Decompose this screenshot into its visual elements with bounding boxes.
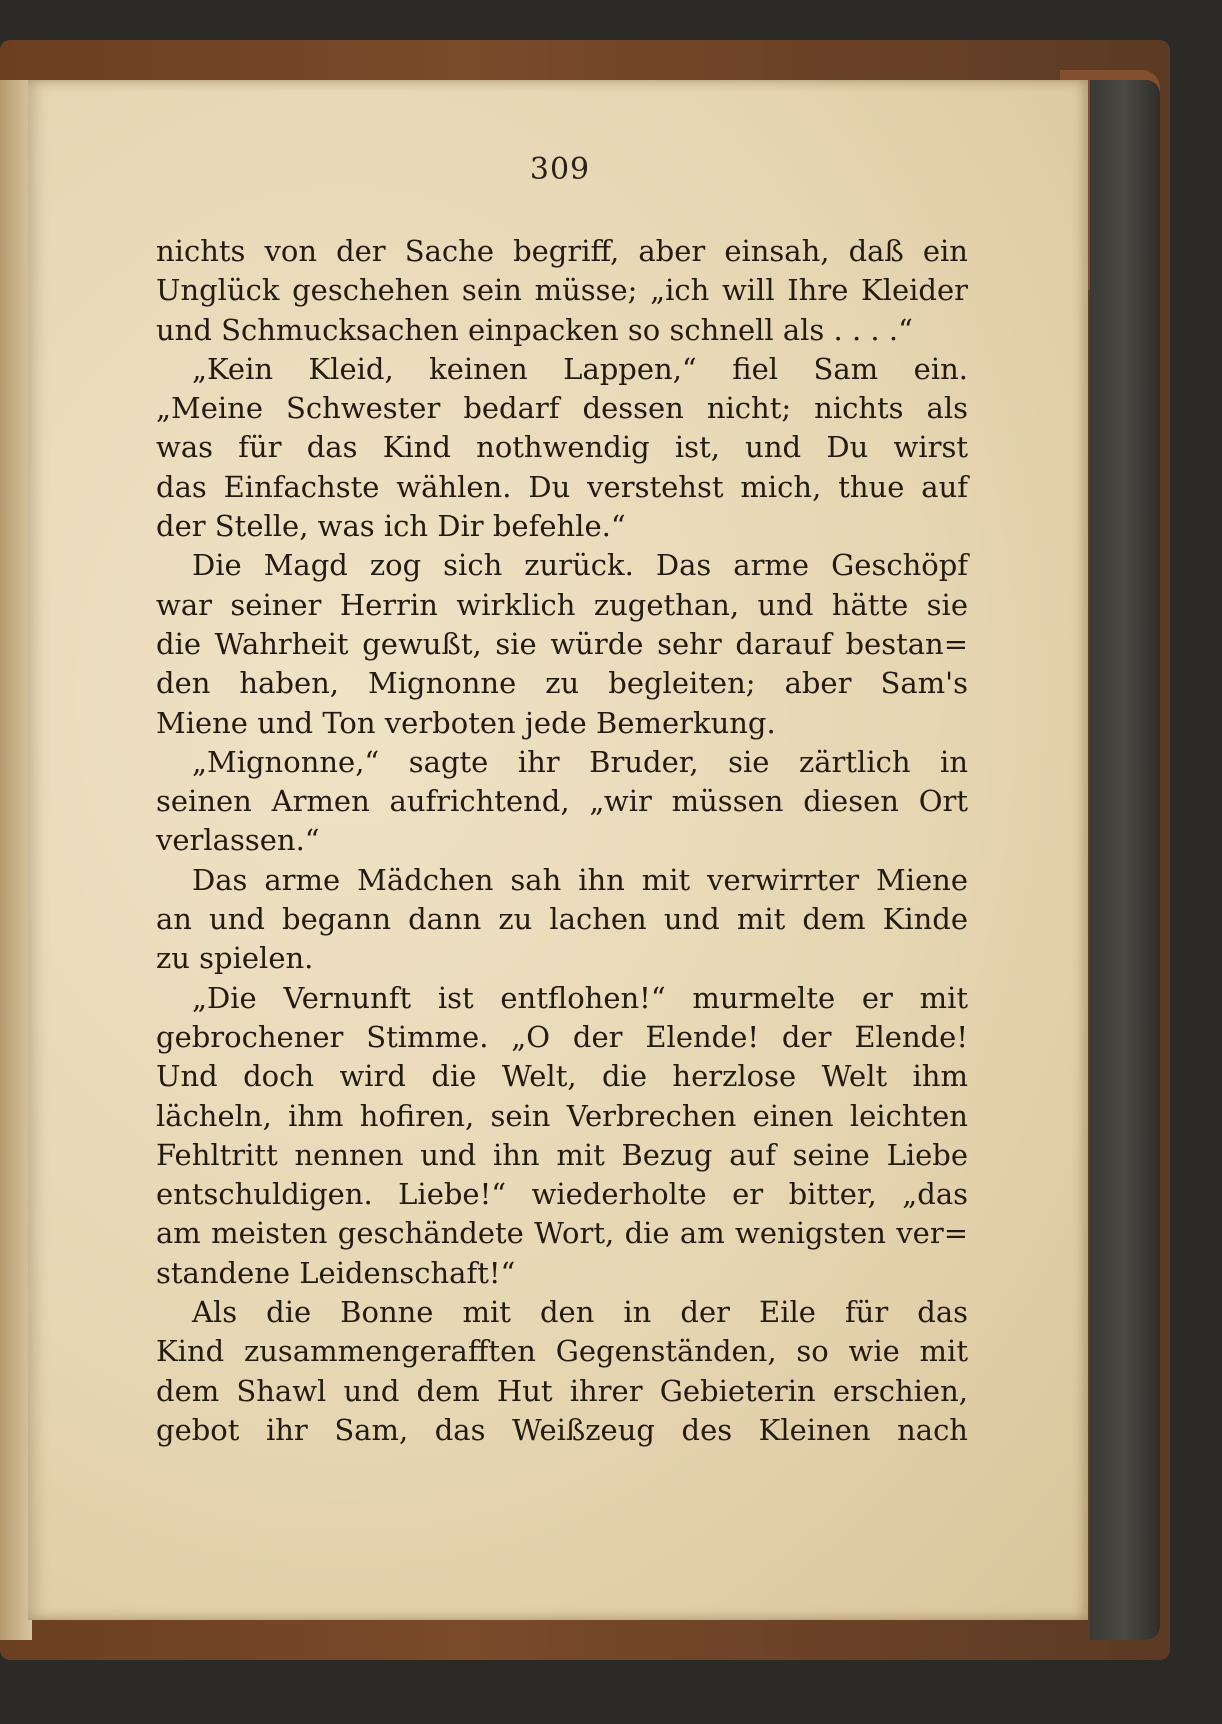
cover-edge	[1090, 80, 1160, 1640]
text-line: „Mignonne,“ sagte ihr Bruder, sie zärtlich in	[192, 744, 968, 779]
text-line: Die Magd zog sich zurück. Das arme Geschöpf	[192, 548, 968, 583]
text-line: Das arme Mädchen sah ihn mit verwirrter Miene	[192, 862, 968, 897]
text-line: Unglück geschehen sein müsse; „ich will Ihre Kleider	[156, 273, 968, 308]
text-line: gebot ihr Sam, das Weißzeug des Kleinen nach	[156, 1412, 968, 1447]
text-line: Und doch wird die Welt, die herzlose Welt ihm	[156, 1059, 968, 1094]
text-line: den haben, Mignonne zu begleiten; aber Sam's	[156, 666, 968, 701]
text-line: der Stelle, was ich Dir befehle.“	[156, 509, 626, 544]
text-line: zu spielen.	[156, 941, 314, 976]
text-line: Miene und Ton verboten jede Bemerkung.	[156, 705, 776, 740]
text-line: das Einfachste wählen. Du verstehst mich, thue auf	[156, 469, 968, 504]
text-line: war seiner Herrin wirklich zugethan, und hätte sie	[156, 587, 968, 622]
text-line: dem Shawl und dem Hut ihrer Gebieterin erschien,	[156, 1373, 968, 1408]
text-line: am meisten geschändete Wort, die am wenigsten ver=	[156, 1216, 968, 1251]
text-line: was für das Kind nothwendig ist, und Du wirst	[156, 430, 968, 465]
text-line: „Die Vernunft ist entflohen!“ murmelte er mit	[192, 980, 968, 1015]
page-number: 309	[529, 152, 591, 187]
text-line: und Schmucksachen einpacken so schnell als . . . .“	[156, 312, 913, 347]
page-body-text	[156, 232, 968, 1450]
text-line: Fehltritt nennen und ihn mit Bezug auf seine Liebe	[156, 1137, 968, 1172]
text-line: Kind zusammengerafften Gegenständen, so wie mit	[156, 1334, 968, 1369]
text-line: lächeln, ihm hofiren, sein Verbrechen einen leichten	[156, 1098, 968, 1133]
text-line: verlassen.“	[156, 823, 320, 858]
text-line: seinen Armen aufrichtend, „wir müssen diesen Ort	[156, 784, 968, 819]
text-line: Als die Bonne mit den in der Eile für das	[192, 1295, 968, 1330]
text-line: „Meine Schwester bedarf dessen nicht; nichts als	[156, 391, 968, 426]
text-line: „Kein Kleid, keinen Lappen,“ fiel Sam ein.	[192, 351, 968, 386]
text-line: entschuldigen. Liebe!“ wiederholte er bitter, „das	[156, 1177, 968, 1212]
text-line: standene Leidenschaft!“	[156, 1255, 516, 1290]
text-line: nichts von der Sache begriff, aber einsah, daß ein	[156, 234, 968, 268]
text-line: gebrochener Stimme. „O der Elende! der Elende!	[156, 1019, 968, 1054]
text-line: die Wahrheit gewußt, sie würde sehr darauf bestan=	[156, 626, 968, 661]
text-line: an und begann dann zu lachen und mit dem Kinde	[156, 902, 968, 937]
